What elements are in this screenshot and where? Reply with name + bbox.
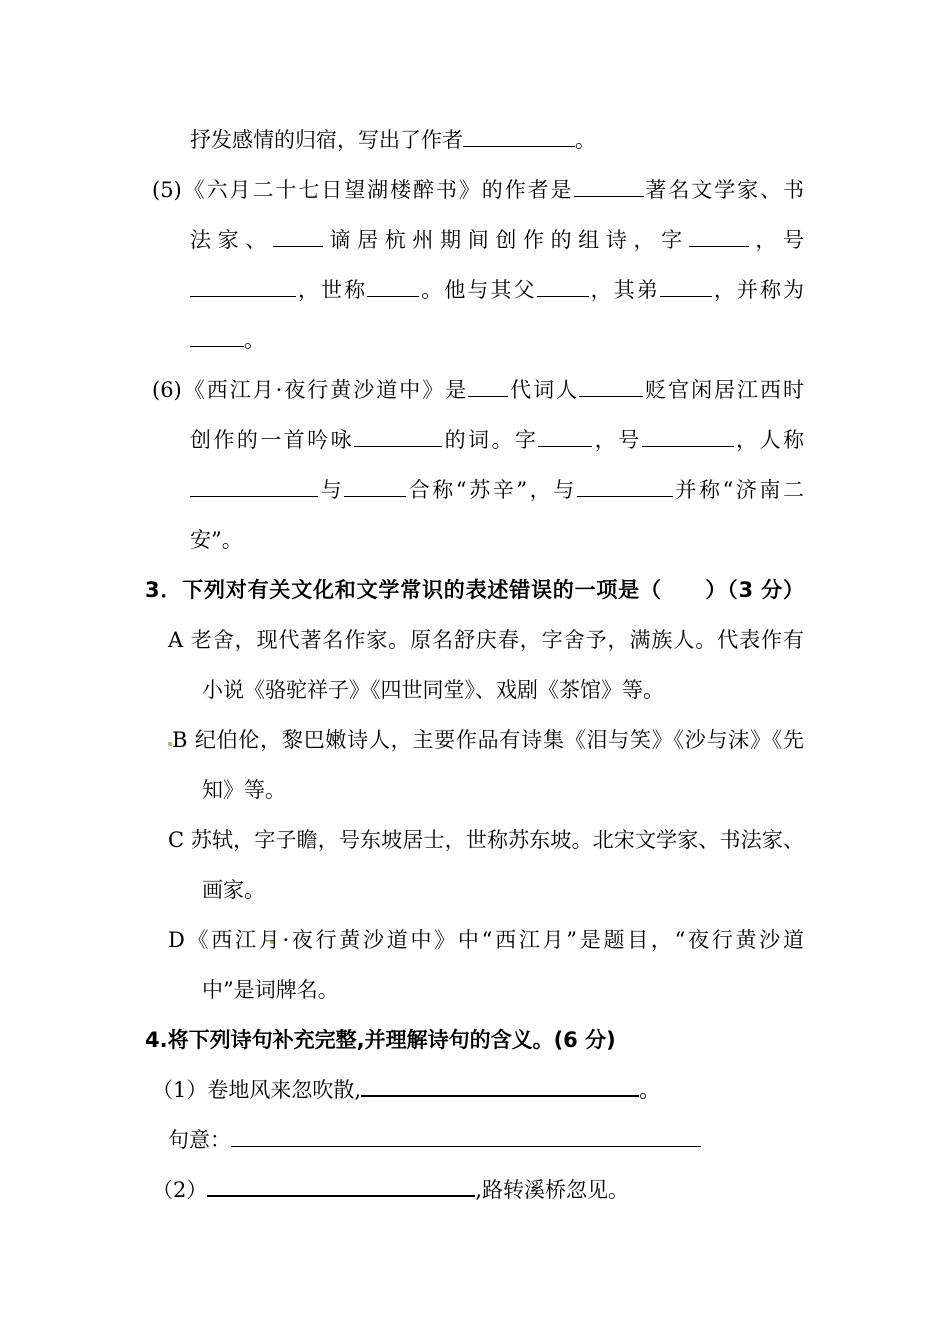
blank[interactable] (361, 1075, 639, 1097)
q2-item5-line2: 法家、 谪居杭州期间创作的组诗，字 ，号 (190, 228, 805, 252)
blank[interactable] (463, 126, 575, 147)
blank[interactable] (190, 326, 244, 347)
q2-item6-line3: 与 合称“苏辛”，与 并称“济南二 (190, 475, 804, 505)
meaning-blank[interactable] (231, 1126, 701, 1147)
q4-item2-number: （2） (152, 1178, 208, 1202)
q4-item1-number: （1） (152, 1078, 208, 1102)
q2-item5-line4: 。 (190, 325, 265, 355)
q3-option-a-line1[interactable]: A 老舍，现代著名作家。原名舒庆春，字舍予，满族人。代表作有 (168, 628, 804, 652)
blank[interactable] (207, 1175, 475, 1197)
blank[interactable] (642, 426, 734, 447)
q4-title: 4.将下列诗句补充完整,并理解诗句的含义。(6 分) (145, 1028, 616, 1052)
q4-meaning (168, 1125, 701, 1155)
q2-item6-line1: (6)《西江月·夜行黄沙道中》是 代词人 贬官闲居江西时 (152, 378, 805, 402)
blank[interactable] (660, 276, 712, 297)
q4-item1: （1）卷地风来忽吹散, 。 (152, 1075, 660, 1105)
blank[interactable] (579, 376, 643, 397)
q3-option-b-line2: 知》等。 (202, 778, 286, 802)
q2-item6-number: (6) (152, 378, 182, 402)
q3-title: 3．下列对有关文化和文学常识的表述错误的一项是（ ）（3 分） (145, 578, 804, 602)
meaning-label: 句意： (168, 1128, 231, 1152)
q3-option-c-line2: 画家。 (202, 878, 265, 902)
blank[interactable] (190, 476, 318, 497)
q2-item5-line1: (5)《六月二十七日望湖楼醉书》的作者是 著名文学家、书 (152, 178, 805, 202)
blank[interactable] (577, 476, 673, 497)
blank[interactable] (367, 276, 419, 297)
q2-line-0: 抒发感情的归宿，写出了作者 。 (190, 128, 596, 152)
blank[interactable] (354, 426, 442, 447)
blank[interactable] (538, 426, 592, 447)
blank[interactable] (344, 476, 406, 497)
blank[interactable] (468, 376, 508, 397)
q3-option-a-line2: 小说《骆驼祥子》《四世同堂》、戏剧《茶馆》等。 (202, 678, 664, 702)
q2-item6-line2: 创作的一首吟咏 的词。字 ，号 ，人称 (190, 428, 805, 452)
blank[interactable] (689, 226, 749, 247)
q3-option-b-line1[interactable]: B 纪伯伦，黎巴嫩诗人，主要作品有诗集《泪与笑》《沙与沫》《先 (172, 728, 804, 752)
q3-option-c-line1[interactable]: C 苏轼，字子瞻，号东坡居士，世称苏东坡。北宋文学家、书法家、 (168, 828, 804, 852)
blank[interactable] (537, 276, 589, 297)
q3-option-d-line1[interactable]: D《西江月·夜行黄沙道中》中“西江月”是题目，“夜行黄沙道 (168, 928, 804, 952)
q2-item5-number: (5) (152, 178, 182, 202)
q2-line-0-text: 抒发感情的归宿，写出了作者 (190, 128, 463, 152)
q2-item5-line3: ，世称 。他与其父 ，其弟 ，并称为 (190, 275, 804, 305)
blank[interactable] (273, 226, 323, 247)
q2-item6-line4: 安”。 (190, 528, 243, 552)
q3-option-d-line2: 中”是词牌名。 (202, 978, 339, 1002)
blank[interactable] (574, 176, 644, 197)
blank[interactable] (190, 276, 296, 297)
q4-item2: （2） ,路转溪桥忽见。 (152, 1175, 629, 1205)
